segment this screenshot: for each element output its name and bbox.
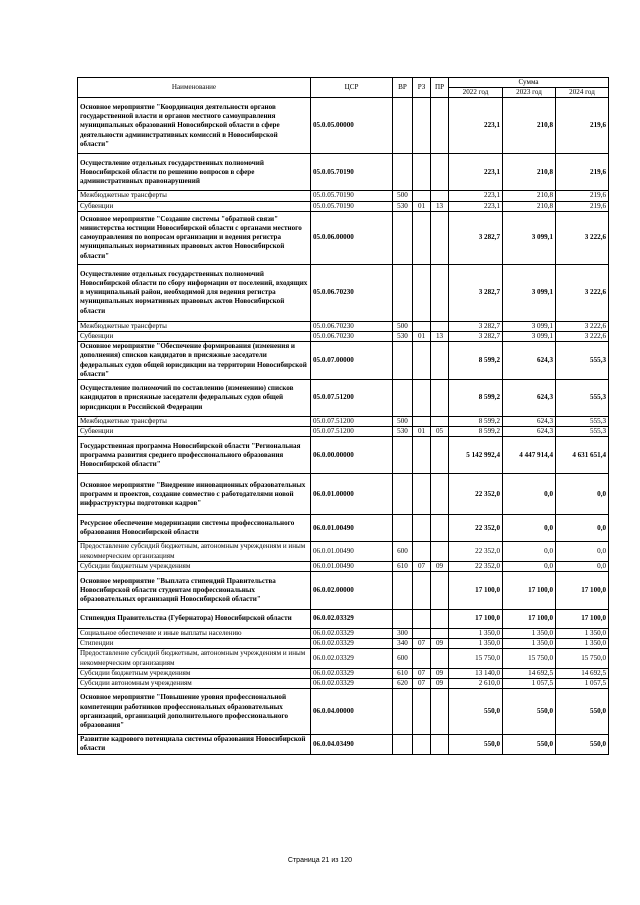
row-pr: 09 [431,679,449,689]
row-vr [393,211,413,264]
col-header-vr: ВР [393,78,413,98]
row-csr: 05.0.06.00000 [311,211,393,264]
row-vr: 300 [393,629,413,639]
row-vr: 610 [393,561,413,571]
row-value-2024: 14 692,5 [556,668,609,678]
table-row [78,735,609,754]
row-value-2022: 5 142 992,4 [449,437,503,474]
row-value-2023: 3 099,1 [503,264,556,321]
row-pr [431,629,449,639]
row-csr: 05.0.05.70190 [311,201,393,211]
row-value-2022: 223,1 [449,201,503,211]
row-csr: 05.0.07.51200 [311,380,393,417]
row-value-2024: 17 100,0 [556,572,609,610]
row-value-2022: 13 140,0 [449,668,503,678]
row-vr [393,689,413,735]
row-pr [431,735,449,754]
row-vr: 600 [393,649,413,668]
table-row [78,417,609,427]
row-pr: 13 [431,332,449,342]
row-value-2022: 22 352,0 [449,474,503,515]
table-row [78,629,609,639]
table-row [78,427,609,437]
row-rz: 07 [413,679,431,689]
table-row [78,342,609,380]
row-pr [431,321,449,331]
row-vr [393,98,413,154]
row-name: Межбюджетные трансферты [78,417,311,427]
row-value-2023: 1 350,0 [503,629,556,639]
row-rz [413,264,431,321]
row-value-2022: 17 100,0 [449,610,503,629]
table-row [78,98,609,154]
row-name: Субсидии бюджетным учреждениям [78,561,311,571]
row-vr: 530 [393,427,413,437]
row-value-2022: 3 282,7 [449,332,503,342]
row-value-2023: 14 692,5 [503,668,556,678]
row-value-2024: 0,0 [556,542,609,561]
row-value-2023: 3 099,1 [503,211,556,264]
row-vr: 600 [393,542,413,561]
row-rz [413,321,431,331]
row-name: Осуществление отдельных государственных полномочий Новосибирской области по решению вопросов в сфере административных правонарушений [78,154,311,191]
row-value-2022: 1 350,0 [449,629,503,639]
row-value-2023: 15 750,0 [503,649,556,668]
row-value-2022: 223,1 [449,154,503,191]
row-csr: 05.0.05.70190 [311,191,393,201]
col-header-2022: 2022 год [449,88,503,98]
row-name: Предоставление субсидий бюджетным, автономным учреждениям и иным некоммерческим организациям [78,649,311,668]
row-value-2022: 22 352,0 [449,515,503,542]
row-rz [413,417,431,427]
row-csr: 06.0.02.03329 [311,649,393,668]
table-row [78,515,609,542]
col-header-pr: ПР [431,78,449,98]
row-csr: 06.0.01.00490 [311,561,393,571]
table-row [78,668,609,678]
row-pr [431,98,449,154]
row-value-2022: 8 599,2 [449,417,503,427]
row-value-2022: 3 282,7 [449,264,503,321]
row-vr [393,342,413,380]
row-vr [393,437,413,474]
row-value-2024: 550,0 [556,689,609,735]
row-pr [431,437,449,474]
row-pr [431,154,449,191]
row-csr: 06.0.02.03329 [311,629,393,639]
row-vr [393,154,413,191]
row-rz: 07 [413,561,431,571]
table-row [78,561,609,571]
row-pr [431,610,449,629]
row-pr [431,689,449,735]
row-rz [413,542,431,561]
budget-table [77,77,609,755]
row-value-2024: 555,3 [556,417,609,427]
row-value-2022: 3 282,7 [449,321,503,331]
row-value-2023: 0,0 [503,542,556,561]
row-value-2022: 8 599,2 [449,380,503,417]
table-row [78,191,609,201]
row-pr: 05 [431,427,449,437]
row-vr [393,610,413,629]
row-value-2024: 3 222,6 [556,264,609,321]
table-row [78,572,609,610]
row-name: Основное мероприятие "Внедрение инновационных образовательных программ и проектов, создание совместно с работодателями новой инфраструктуры подготовки кадров" [78,474,311,515]
row-csr: 05.0.07.51200 [311,417,393,427]
row-rz [413,572,431,610]
table-row [78,437,609,474]
row-value-2023: 624,3 [503,427,556,437]
row-value-2022: 223,1 [449,191,503,201]
row-pr [431,380,449,417]
row-value-2024: 219,6 [556,154,609,191]
row-value-2024: 3 222,6 [556,321,609,331]
row-name: Предоставление субсидий бюджетным, автономным учреждениям и иным некоммерческим организациям [78,542,311,561]
row-value-2024: 0,0 [556,515,609,542]
row-value-2023: 3 099,1 [503,332,556,342]
row-pr [431,572,449,610]
row-rz [413,515,431,542]
row-value-2022: 550,0 [449,689,503,735]
row-value-2024: 555,3 [556,427,609,437]
row-rz: 01 [413,201,431,211]
row-rz: 01 [413,427,431,437]
row-rz [413,342,431,380]
row-value-2022: 2 610,0 [449,679,503,689]
row-value-2024: 555,3 [556,342,609,380]
row-csr: 05.0.05.00000 [311,98,393,154]
row-vr [393,515,413,542]
row-value-2023: 550,0 [503,735,556,754]
row-rz [413,689,431,735]
row-value-2023: 210,8 [503,191,556,201]
row-csr: 06.0.02.03329 [311,639,393,649]
row-value-2024: 1 350,0 [556,639,609,649]
row-rz [413,629,431,639]
table-row [78,542,609,561]
row-value-2023: 210,8 [503,201,556,211]
row-name: Государственная программа Новосибирской области "Региональная программа развития среднего профессионального образования Новосибирской области" [78,437,311,474]
row-value-2023: 624,3 [503,380,556,417]
row-csr: 05.0.05.70190 [311,154,393,191]
row-value-2023: 0,0 [503,515,556,542]
row-value-2023: 1 057,5 [503,679,556,689]
row-csr: 06.0.01.00490 [311,515,393,542]
row-rz [413,437,431,474]
row-pr [431,191,449,201]
row-name: Межбюджетные трансферты [78,321,311,331]
row-value-2022: 8 599,2 [449,427,503,437]
row-value-2023: 1 350,0 [503,639,556,649]
row-vr [393,735,413,754]
row-rz [413,154,431,191]
row-value-2024: 0,0 [556,561,609,571]
row-value-2024: 219,6 [556,98,609,154]
row-vr: 530 [393,201,413,211]
row-vr [393,572,413,610]
row-value-2023: 3 099,1 [503,321,556,331]
row-value-2024: 0,0 [556,474,609,515]
row-name: Стипендия Правительства (Губернатора) Новосибирской области [78,610,311,629]
row-name: Субвенции [78,427,311,437]
row-pr: 13 [431,201,449,211]
row-name: Осуществление отдельных государственных полномочий Новосибирской области по сбору информации от поселений, входящих в муниципальный район, необходимой для ведения регистра муниципальных нормативных правовых актов Новосибирской области [78,264,311,321]
row-value-2024: 4 631 651,4 [556,437,609,474]
row-vr: 500 [393,417,413,427]
row-rz: 07 [413,668,431,678]
row-value-2022: 8 599,2 [449,342,503,380]
row-name: Основное мероприятие "Обеспечение формирования (изменения и дополнения) списков кандидатов в присяжные заседатели федеральных судов общей юрисдикции на территории Новосибирской области" [78,342,311,380]
page-number: Страница 21 из 120 [287,857,353,864]
table-header [78,78,609,98]
row-rz [413,211,431,264]
row-value-2024: 550,0 [556,735,609,754]
row-vr [393,474,413,515]
row-value-2024: 1 057,5 [556,679,609,689]
col-header-name: Наименование [78,78,311,98]
row-csr: 06.0.04.03490 [311,735,393,754]
row-name: Основное мероприятие "Координация деятельности органов государственной власти и органов местного самоуправления муниципальных образований Новосибирской области в сфере деятельности административных комиссий в Новосибирской области" [78,98,311,154]
row-name: Субвенции [78,201,311,211]
row-pr [431,264,449,321]
table-row [78,649,609,668]
row-value-2023: 17 100,0 [503,610,556,629]
row-pr [431,342,449,380]
row-pr: 09 [431,668,449,678]
row-vr: 340 [393,639,413,649]
row-value-2023: 624,3 [503,417,556,427]
row-value-2022: 15 750,0 [449,649,503,668]
row-pr: 09 [431,561,449,571]
row-name: Развитие кадрового потенциала системы образования Новосибирской области [78,735,311,754]
row-csr: 06.0.00.00000 [311,437,393,474]
row-rz [413,649,431,668]
row-pr: 09 [431,639,449,649]
row-value-2023: 0,0 [503,561,556,571]
row-csr: 06.0.02.00000 [311,572,393,610]
row-rz [413,191,431,201]
row-value-2022: 22 352,0 [449,542,503,561]
col-header-rz: РЗ [413,78,431,98]
row-value-2022: 3 282,7 [449,211,503,264]
row-value-2022: 1 350,0 [449,639,503,649]
row-pr [431,474,449,515]
row-name: Стипендии [78,639,311,649]
row-pr [431,515,449,542]
row-value-2023: 210,8 [503,154,556,191]
row-pr [431,542,449,561]
row-rz: 07 [413,639,431,649]
row-value-2023: 210,8 [503,98,556,154]
row-value-2022: 17 100,0 [449,572,503,610]
row-name: Основное мероприятие "Выплата стипендий Правительства Новосибирской области студентам профессиональных образовательных организаций Новосибирской области" [78,572,311,610]
row-value-2023: 550,0 [503,689,556,735]
row-csr: 06.0.02.03329 [311,679,393,689]
row-value-2024: 3 222,6 [556,332,609,342]
row-rz [413,735,431,754]
row-rz [413,380,431,417]
table-row [78,639,609,649]
row-value-2023: 17 100,0 [503,572,556,610]
col-header-2023: 2023 год [503,88,556,98]
col-header-2024: 2024 год [556,88,609,98]
row-vr: 500 [393,321,413,331]
row-name: Основное мероприятие "Создание системы "обратной связи" министерства юстиции Новосибирской области с органами местного самоуправления по вопросам организации и ведения регистра муниципальных нормативных правовых актов Новосибирской области" [78,211,311,264]
row-rz [413,610,431,629]
row-name: Основное мероприятие "Повышение уровня профессиональной компетенции работников профессиональных образовательных организаций, организаций дополнительного профессионального образования" [78,689,311,735]
row-vr [393,264,413,321]
row-rz [413,98,431,154]
row-value-2024: 15 750,0 [556,649,609,668]
row-rz: 01 [413,332,431,342]
row-value-2024: 3 222,6 [556,211,609,264]
row-value-2024: 219,6 [556,201,609,211]
table-row [78,154,609,191]
row-name: Социальное обеспечение и иные выплаты населению [78,629,311,639]
row-value-2022: 223,1 [449,98,503,154]
row-value-2024: 1 350,0 [556,629,609,639]
row-csr: 06.0.01.00490 [311,542,393,561]
row-value-2024: 219,6 [556,191,609,201]
row-value-2023: 624,3 [503,342,556,380]
row-value-2022: 550,0 [449,735,503,754]
row-vr [393,380,413,417]
row-name: Ресурсное обеспечение модернизации системы профессионального образования Новосибирской области [78,515,311,542]
row-csr: 06.0.04.00000 [311,689,393,735]
row-vr: 610 [393,668,413,678]
col-header-csr: ЦСР [311,78,393,98]
row-csr: 05.0.06.70230 [311,264,393,321]
row-value-2022: 22 352,0 [449,561,503,571]
row-value-2023: 4 447 914,4 [503,437,556,474]
table-row [78,689,609,735]
row-pr [431,211,449,264]
table-row [78,610,609,629]
row-value-2024: 555,3 [556,380,609,417]
table-row [78,332,609,342]
row-name: Осуществление полномочий по составлению (изменению) списков кандидатов в присяжные заседатели федеральных судов общей юрисдикции в Российской Федерации [78,380,311,417]
row-csr: 05.0.07.51200 [311,427,393,437]
col-header-sum: Сумма [449,78,609,88]
row-name: Субвенции [78,332,311,342]
row-name: Субсидии бюджетным учреждениям [78,668,311,678]
table-row [78,264,609,321]
row-vr: 530 [393,332,413,342]
row-csr: 05.0.06.70230 [311,332,393,342]
table-row [78,211,609,264]
table-row [78,679,609,689]
row-csr: 06.0.02.03329 [311,610,393,629]
row-csr: 05.0.06.70230 [311,321,393,331]
row-value-2024: 17 100,0 [556,610,609,629]
table-row [78,380,609,417]
row-csr: 06.0.02.03329 [311,668,393,678]
table-row [78,201,609,211]
table-row [78,474,609,515]
row-vr: 500 [393,191,413,201]
table-body [78,98,609,754]
row-name: Субсидии автономным учреждениям [78,679,311,689]
row-rz [413,474,431,515]
row-pr [431,417,449,427]
row-vr: 620 [393,679,413,689]
row-pr [431,649,449,668]
row-name: Межбюджетные трансферты [78,191,311,201]
table-row [78,321,609,331]
row-csr: 05.0.07.00000 [311,342,393,380]
row-csr: 06.0.01.00000 [311,474,393,515]
row-value-2023: 0,0 [503,474,556,515]
